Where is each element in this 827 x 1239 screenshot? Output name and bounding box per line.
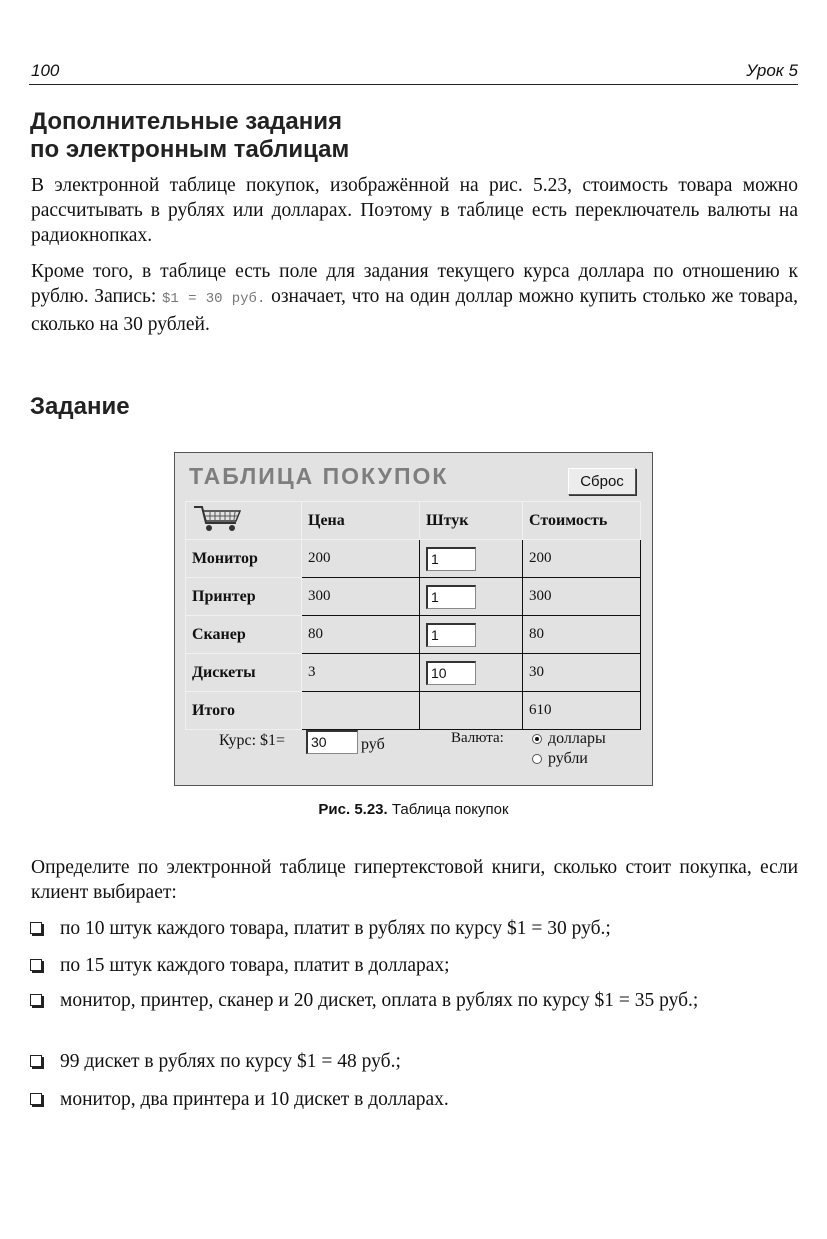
table-row	[186, 654, 641, 692]
list-item	[30, 1049, 798, 1074]
price-cell: 200	[302, 540, 420, 578]
price-cell: 80	[302, 616, 420, 654]
list-item	[30, 953, 798, 978]
checkbox-bullet-icon	[30, 1093, 42, 1105]
rate-input[interactable]: 30	[306, 730, 358, 754]
row-label: Принтер	[186, 578, 302, 616]
section-heading-line1: Дополнительные задания	[30, 108, 343, 135]
list-item	[30, 916, 798, 941]
list-item	[30, 1087, 798, 1112]
checkbox-bullet-icon	[30, 922, 42, 934]
qty-cell	[420, 578, 523, 616]
qty-input[interactable]: 1	[426, 547, 476, 571]
cart-cell	[186, 502, 302, 540]
total-row	[186, 692, 641, 730]
total-label: Итого	[186, 692, 302, 730]
cost-cell: 200	[523, 540, 641, 578]
list-item-text: по 10 штук каждого товара, платит в рублях по курсу $1 = 30 руб.;	[60, 918, 611, 939]
list-item	[30, 988, 798, 1013]
purchase-table	[185, 501, 641, 730]
checkbox-bullet-icon	[30, 1055, 42, 1067]
figure-caption-number: Рис. 5.23.	[318, 801, 388, 818]
table-row	[186, 578, 641, 616]
radio-dollars-label: доллары	[548, 730, 606, 747]
code-sample: $1 = 30 руб.	[162, 291, 266, 307]
purchase-table-title: ТАБЛИЦА ПОКУПОК	[189, 463, 449, 489]
radio-unselected-icon[interactable]	[532, 754, 542, 764]
qty-cell	[420, 616, 523, 654]
total-empty-cell	[420, 692, 523, 730]
cost-cell: 30	[523, 654, 641, 692]
task-intro: Определите по электронной таблице гипертекстовой книги, сколько стоит покупка, если клиент выбирает:	[31, 857, 798, 903]
price-cell: 300	[302, 578, 420, 616]
header-rule	[29, 84, 798, 85]
rate-label: Курс: $1=	[219, 732, 286, 749]
radio-rubles-label: рубли	[548, 750, 588, 767]
qty-cell	[420, 654, 523, 692]
row-label: Сканер	[186, 616, 302, 654]
row-label: Дискеты	[186, 654, 302, 692]
checkbox-bullet-icon	[30, 959, 42, 971]
purchase-table-figure	[174, 452, 653, 786]
column-header-cost: Стоимость	[523, 502, 641, 540]
page-number: 100	[31, 61, 60, 80]
figure-caption-text: Таблица покупок	[391, 801, 509, 818]
column-header-price: Цена	[302, 502, 420, 540]
qty-input[interactable]: 1	[426, 585, 476, 609]
checkbox-bullet-icon	[30, 994, 42, 1006]
list-item-text: монитор, принтер, сканер и 20 дискет, оплата в рублях по курсу $1 = 35 руб.;	[60, 990, 699, 1011]
task-heading: Задание	[30, 393, 130, 420]
qty-input[interactable]: 1	[426, 623, 476, 647]
total-value: 610	[523, 692, 641, 730]
paragraph-2	[31, 259, 798, 337]
rate-unit: руб	[361, 736, 385, 753]
cost-cell: 300	[523, 578, 641, 616]
qty-cell	[420, 540, 523, 578]
radio-rubles[interactable]	[532, 750, 588, 768]
column-header-qty: Штук	[420, 502, 523, 540]
paragraph-2-text-b: означает, что на один доллар можно купить столько же товара, сколько на 30 рублей.	[31, 286, 798, 335]
cost-cell: 80	[523, 616, 641, 654]
running-header-chapter: Урок 5	[746, 61, 798, 80]
shopping-cart-icon	[192, 503, 244, 533]
reset-button[interactable]: Сброс	[568, 468, 636, 495]
section-heading-line2: по электронным таблицам	[30, 136, 350, 163]
radio-dollars[interactable]	[532, 730, 606, 748]
list-item-text: 99 дискет в рублях по курсу $1 = 48 руб.;	[60, 1051, 401, 1072]
price-cell: 3	[302, 654, 420, 692]
figure-caption	[0, 801, 827, 818]
total-empty-cell	[302, 692, 420, 730]
paragraph-1: В электронной таблице покупок, изображённой на рис. 5.23, стоимость товара можно рассчитывать в рублях или долларах. Поэтому в таблице есть переключатель валюты на радиокнопках.	[31, 175, 798, 246]
list-item-text: по 15 штук каждого товара, платит в долларах;	[60, 955, 450, 976]
row-label: Монитор	[186, 540, 302, 578]
table-row	[186, 540, 641, 578]
currency-label: Валюта:	[451, 730, 504, 746]
table-row	[186, 616, 641, 654]
table-header-row	[186, 502, 641, 540]
paragraph-2-text-a: Кроме того, в таблице есть поле для задания текущего курса доллара по отношению к рублю. Запись:	[31, 261, 798, 307]
qty-input[interactable]: 10	[426, 661, 476, 685]
list-item-text: монитор, два принтера и 10 дискет в долларах.	[60, 1089, 449, 1110]
radio-selected-icon[interactable]	[532, 734, 542, 744]
section-heading	[30, 108, 349, 164]
